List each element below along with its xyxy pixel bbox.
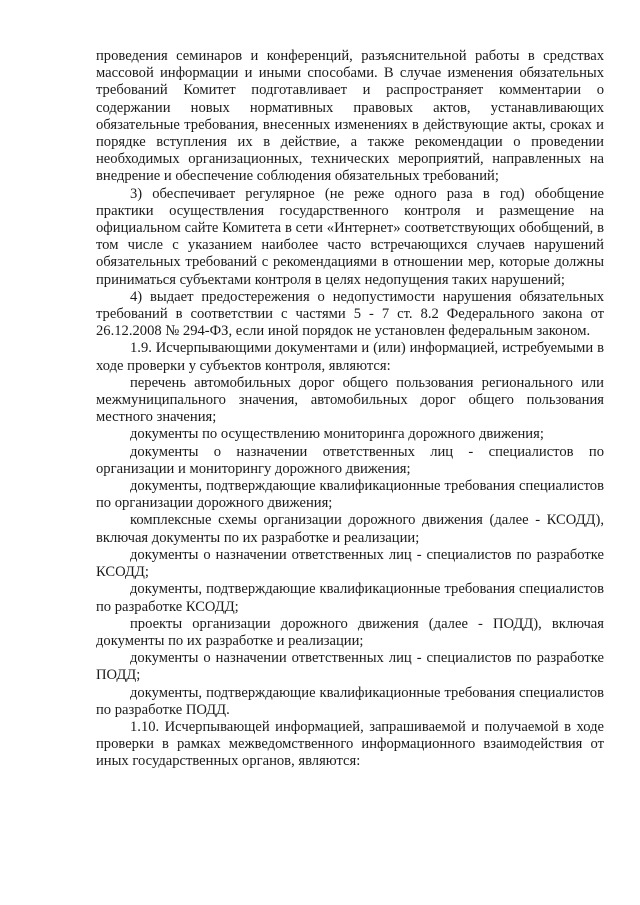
document-page — [96, 48, 604, 771]
paragraph-section-1-10: 1.10. Исчерпывающей информацией, запрашиваемой и получаемой в ходе проверки в рамках межведомственного информационного взаимодействия от иных государственных органов, являются: — [96, 718, 604, 770]
paragraph-item-4-warnings: 4) выдает предостережения о недопустимости нарушения обязательных требований в соответствии с частями 5 - 7 ст. 8.2 Федерального закона от 26.12.2008 № 294-ФЗ, если иной порядок не установлен федеральным законом. — [96, 288, 604, 340]
paragraph-section-1-9: 1.9. Исчерпывающими документами и (или) информацией, истребуемыми в ходе проверки у субъектов контроля, являются: — [96, 340, 604, 374]
list-item-ksodd: комплексные схемы организации дорожного движения (далее - КСОДД), включая документы по их разработке и реализации; — [96, 512, 604, 546]
list-item-ksodd-qualification: документы, подтверждающие квалификационные требования специалистов по разработке КСОДД; — [96, 581, 604, 615]
list-item-podd-specialists: документы о назначении ответственных лиц - специалистов по разработке ПОДД; — [96, 650, 604, 684]
list-item-podd: проекты организации дорожного движения (далее - ПОДД), включая документы по их разработке и реализации; — [96, 615, 604, 649]
list-item-monitoring-specialists: документы о назначении ответственных лиц - специалистов по организации и мониторингу дорожного движения; — [96, 443, 604, 477]
list-item-monitoring-docs: документы по осуществлению мониторинга дорожного движения; — [130, 426, 544, 443]
paragraph-item-3-practice-generalization: 3) обеспечивает регулярное (не реже одного раза в год) обобщение практики осуществления государственного контроля и размещение на официальном сайте Комитета в сети «Интернет» соответствующих обобщений, в том числе с указанием наиболее часто встречающихся случаев нарушений обязательных требований с рекомендациями в отношении мер, которые должны приниматься субъектами контроля в целях недопущения таких нарушений; — [96, 185, 604, 288]
list-item-podd-qualification: документы, подтверждающие квалификационные требования специалистов по разработке ПОДД. — [96, 684, 604, 718]
list-item-traffic-qualification: документы, подтверждающие квалификационные требования специалистов по организации дорожного движения; — [96, 478, 604, 512]
list-item-road-list: перечень автомобильных дорог общего пользования регионального или межмуниципального значения, автомобильных дорог общего пользования местного значения; — [96, 374, 604, 426]
paragraph-preventive-measures-continuation: проведения семинаров и конференций, разъяснительной работы в средствах массовой информации и иными способами. В случае изменения обязательных требований Комитет подготавливает и распространяет комментарии о содержании новых нормативных правовых актов, устанавливающих обязательные требования, внесенных изменениях в действующие акты, сроках и порядке вступления их в действие, а также рекомендации о проведении необходимых организационных, технических мероприятий, направленных на внедрение и обеспечение соблюдения обязательных требований; — [96, 48, 604, 185]
list-item-ksodd-specialists: документы о назначении ответственных лиц - специалистов по разработке КСОДД; — [96, 546, 604, 581]
